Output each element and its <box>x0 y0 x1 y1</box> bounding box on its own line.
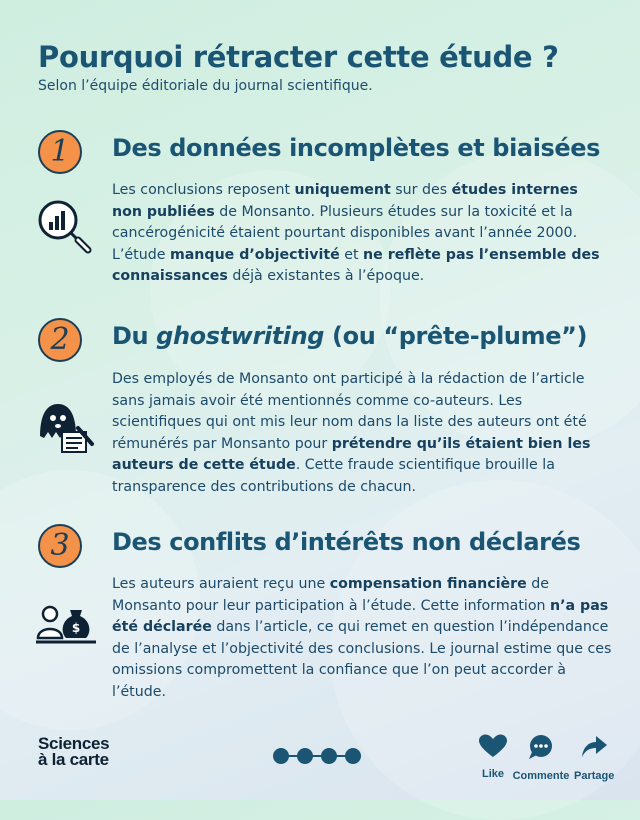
section-title-prefix: Du <box>112 322 157 350</box>
body-text: déjà existantes à l’époque. <box>227 268 425 284</box>
emphasis-text: n’a pas été déclarée <box>112 597 609 635</box>
section-body <box>112 180 612 288</box>
body-text: de Monsanto. Plusieurs études sur la toxicité et la cancérogénicité étaient pourtant disponibles avant l’année 2000. L’étude <box>112 203 578 263</box>
like-button[interactable] <box>478 734 508 780</box>
section-number-badge <box>38 524 82 568</box>
ghost-writing-icon <box>34 398 96 458</box>
body-text: de Monsanto pour leur participation à l’étude. Cette information <box>112 576 551 614</box>
page-title: Pourquoi rétracter cette étude ? <box>38 40 559 74</box>
page-subtitle: Selon l’équipe éditoriale du journal scientifique. <box>38 78 373 94</box>
page-dot[interactable] <box>321 748 337 764</box>
emphasis-text: compensation financière <box>329 576 527 592</box>
emphasis-text: ne reflète pas l’ensemble des connaissances <box>112 246 600 284</box>
section-title <box>112 322 587 350</box>
comment-button[interactable] <box>512 734 570 782</box>
logo-line: Sciences <box>38 734 110 753</box>
body-text: Les conclusions reposent <box>112 182 295 198</box>
emphasis-text: uniquement <box>294 182 391 198</box>
section-number: 3 <box>50 528 70 563</box>
page-dot[interactable] <box>297 748 313 764</box>
comment-label: Commente <box>512 770 570 782</box>
comment-icon <box>527 734 555 760</box>
like-label: Like <box>481 768 504 780</box>
emphasis-text: prétendre qu’ils étaient bien les auteurs de cette étude <box>112 435 591 473</box>
section-number-badge <box>38 130 82 174</box>
body-text: et <box>339 246 364 263</box>
magnifier-chart-icon <box>34 196 96 258</box>
share-button[interactable] <box>574 734 614 782</box>
section-body <box>112 369 612 498</box>
brand-logo <box>38 736 109 768</box>
section-title-emphasis: ghostwriting <box>156 322 325 350</box>
section-title: Des conflits d’intérêts non déclarés <box>112 528 581 556</box>
page-dot[interactable] <box>345 748 361 764</box>
money-people-icon <box>34 590 98 654</box>
body-text: dans l’article, ce qui remet en question l’indépendance de l’analyse et l’objectivité des conclusions. Le journal estime que ces omissions compromettent la confiance que l’on peut accorder à l’étude. <box>112 619 612 700</box>
share-icon <box>580 734 608 760</box>
svg-text:$: $ <box>71 621 81 635</box>
section-number-badge <box>38 318 82 362</box>
logo-line: à la carte <box>38 750 109 769</box>
share-label: Partage <box>574 770 615 782</box>
emphasis-text: études internes non publiées <box>112 182 578 220</box>
heart-icon <box>478 734 508 758</box>
section-body <box>112 574 612 703</box>
section-title: Des données incomplètes et biaisées <box>112 134 601 162</box>
emphasis-text: manque d’objectivité <box>169 246 340 263</box>
section-title-suffix: (ou “prête-plume”) <box>324 322 588 350</box>
page-dot[interactable] <box>273 748 289 764</box>
body-text: . Cette fraude scientifique brouille la transparence des contributions de chacun. <box>112 457 555 495</box>
section-number: 1 <box>50 134 70 169</box>
body-text: sur des <box>390 182 452 198</box>
section-number: 2 <box>50 322 70 357</box>
body-text: Les auteurs auraient reçu une <box>112 576 330 592</box>
body-text: Des employés de Monsanto ont participé à la rédaction de l’article sans jamais avoir été mentionnés comme co-auteurs. Les scientifiques qui ont mis leur nom dans la liste des auteurs ont été rémunérés par Monsanto pour <box>112 371 587 452</box>
